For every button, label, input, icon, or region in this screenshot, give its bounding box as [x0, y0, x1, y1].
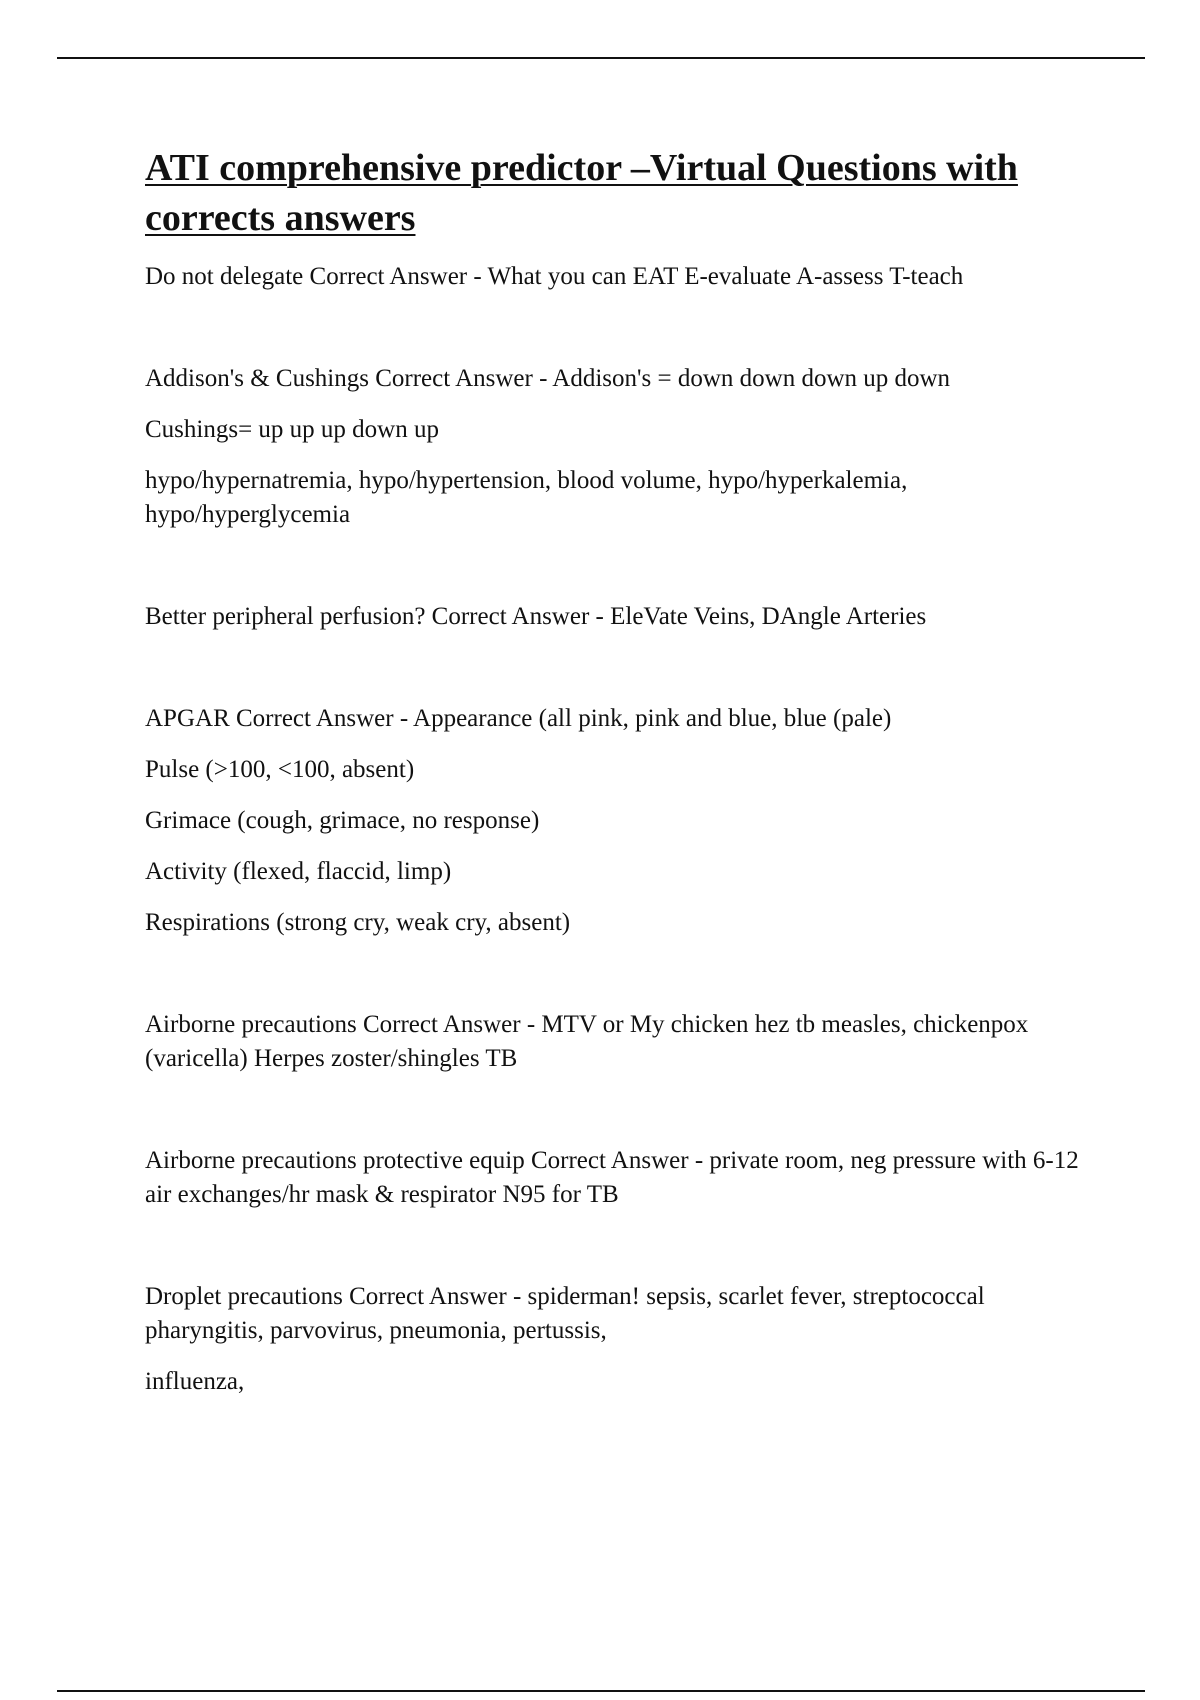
entry-influenza: influenza,: [145, 1368, 245, 1395]
entry-peripheral-perfusion: Better peripheral perfusion? Correct Answer - EleVate Veins, DAngle Arteries: [145, 603, 927, 630]
entry-droplet-precautions: Droplet precautions Correct Answer - spiderman! sepsis, scarlet fever, streptococcal pharyngitis, parvovirus, pneumonia, pertussis,: [145, 1283, 985, 1344]
entry-cushings: Cushings= up up up down up: [145, 416, 439, 443]
entry-apgar-activity: Activity (flexed, flaccid, limp): [145, 858, 452, 885]
document-title: ATI comprehensive predictor –Virtual Questions with corrects answers: [145, 147, 1018, 239]
entry-airborne-precautions: Airborne precautions Correct Answer - MTV or My chicken hez tb measles, chickenpox (varicella) Herpes zoster/shingles TB: [145, 1011, 1029, 1072]
bottom-rule: [57, 1690, 1145, 1692]
entry-do-not-delegate: Do not delegate Correct Answer - What you can EAT E-evaluate A-assess T-teach: [145, 263, 964, 290]
entry-apgar-respirations: Respirations (strong cry, weak cry, absent): [145, 909, 571, 936]
top-rule: [57, 57, 1145, 59]
document-body: [145, 143, 1105, 1399]
entry-apgar-pulse: Pulse (>100, <100, absent): [145, 756, 415, 783]
entry-addisons-cushings: Addison's & Cushings Correct Answer - Addison's = down down down up down: [145, 365, 951, 392]
entry-apgar: APGAR Correct Answer - Appearance (all pink, pink and blue, blue (pale): [145, 705, 892, 732]
entry-airborne-equipment: Airborne precautions protective equip Correct Answer - private room, neg pressure with 6-12 air exchanges/hr mask & respirator N95 for TB: [145, 1147, 1079, 1208]
entry-apgar-grimace: Grimace (cough, grimace, no response): [145, 807, 540, 834]
entry-hypo-hyper: hypo/hypernatremia, hypo/hypertension, blood volume, hypo/hyperkalemia, hypo/hyperglycemia: [145, 467, 908, 528]
